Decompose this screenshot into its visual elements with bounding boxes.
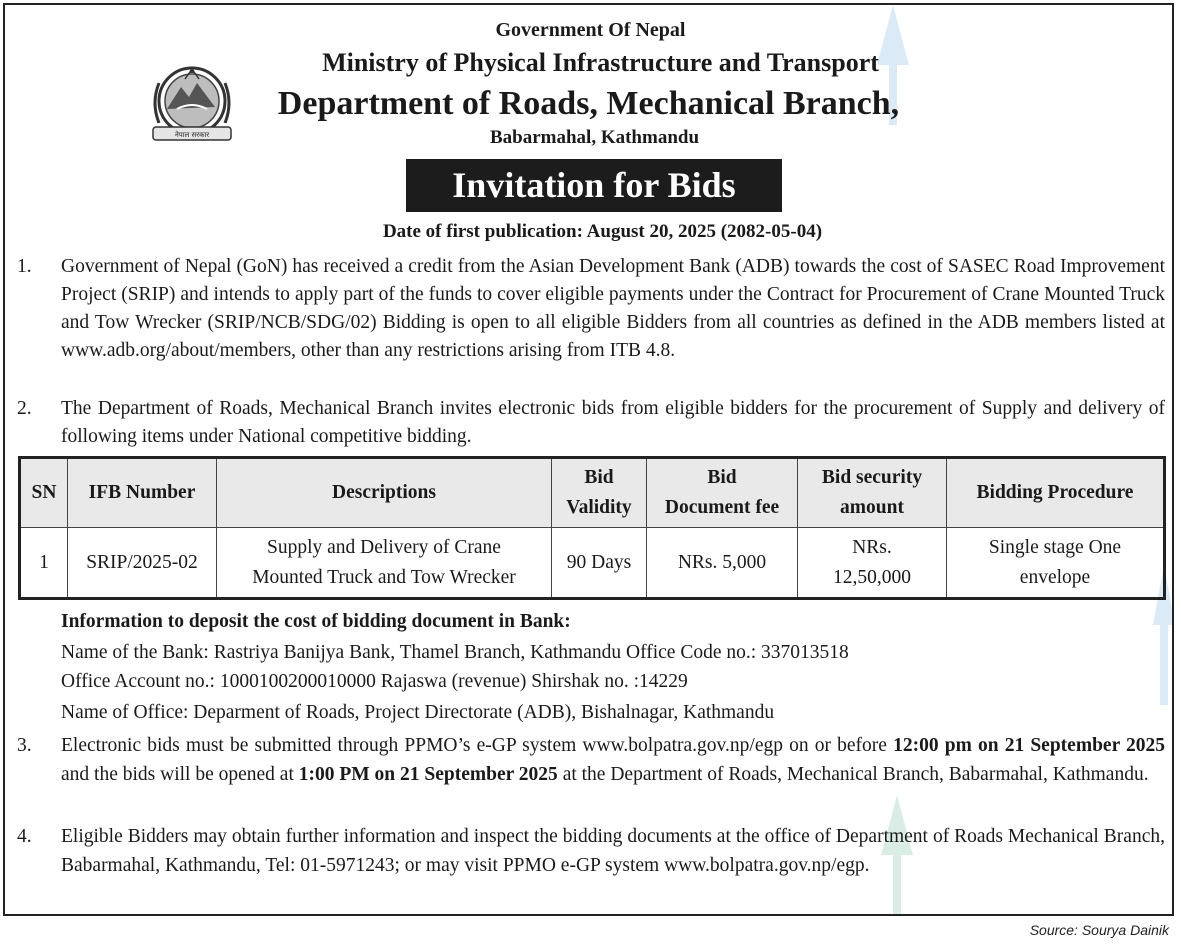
- notice-frame: [3, 3, 1174, 916]
- paragraph-number: 4.: [17, 826, 32, 847]
- cell-line: Single stage One: [988, 536, 1122, 558]
- header-line: Bid security: [821, 467, 923, 488]
- cell-security: [798, 528, 947, 599]
- paragraph-text: Government of Nepal (GoN) has received a credit from the Asian Development Bank (ADB) towards the cost of SASEC Road Improvement Project (SRIP) and intends to apply part of the funds to cover eligible payments under the Contract for Procurement of Crane Mounted Truck and Tow Wrecker (SRIP/NCB/SDG/02) Bidding is open to all eligible Bidders from all countries as defined in the ADB members listed at www.adb.org/about/members, other than any restrictions arising from ITB 4.8.: [61, 256, 1165, 361]
- table-header-row: [20, 458, 1165, 528]
- invitation-banner: Invitation for Bids: [406, 159, 782, 212]
- cell-description: [217, 528, 552, 599]
- header-line: Bid: [584, 467, 614, 488]
- header-line: Document fee: [664, 497, 780, 518]
- svg-text:नेपाल सरकार: नेपाल सरकार: [174, 131, 210, 139]
- cell-validity: 90 Days: [552, 528, 647, 599]
- header-ifb-number: IFB Number: [68, 458, 217, 528]
- paragraph-text: [61, 731, 1165, 789]
- paragraph-number: 2.: [17, 398, 32, 419]
- cell-procedure: [947, 528, 1165, 599]
- paragraph-number: 3.: [17, 735, 32, 756]
- paragraph-text: Eligible Bidders may obtain further information and inspect the bidding documents at the office of Department of Roads Mechanical Branch, Babarmahal, Kathmandu, Tel: 01-5971243; or may visit PPMO e-GP system www.bolpatra.gov.np/egp.: [61, 826, 1165, 876]
- header-line: amount: [840, 497, 904, 518]
- paragraph-2: [15, 395, 1165, 451]
- table-row: [20, 528, 1165, 599]
- header-line: Bid: [707, 467, 737, 488]
- header-sn: SN: [20, 458, 68, 528]
- cell-line: 12,50,000: [833, 566, 911, 588]
- paragraph-3: [15, 731, 1165, 789]
- deadline-text: 12:00 pm on 21 September 2025: [893, 735, 1166, 756]
- office-name: Name of Office: Deparment of Roads, Project Directorate (ADB), Bishalnagar, Kathmandu: [61, 702, 775, 723]
- cell-line: envelope: [1019, 566, 1091, 588]
- header-bid-security: [798, 458, 947, 528]
- header-bid-validity: [552, 458, 647, 528]
- cell-ifb-number: SRIP/2025-02: [68, 528, 217, 599]
- paragraph-number: 1.: [17, 256, 32, 277]
- publication-date: Date of first publication: August 20, 2025 (2082-05-04): [382, 221, 823, 242]
- opening-time-text: 1:00 PM on 21 September 2025: [298, 764, 558, 785]
- government-heading: Government Of Nepal: [495, 19, 686, 41]
- text-run: Electronic bids must be submitted through PPMO’s e-GP system www.bolpatra.gov.np/egp on or before: [61, 735, 894, 756]
- paragraph-4: [15, 822, 1165, 880]
- location-heading: Babarmahal, Kathmandu: [489, 127, 700, 148]
- cell-document-fee: NRs. 5,000: [647, 528, 798, 599]
- header-line: Validity: [566, 497, 632, 518]
- header-descriptions: Descriptions: [217, 458, 552, 528]
- bank-account: Office Account no.: 1000100200010000 Rajaswa (revenue) Shirshak no. :14229: [61, 671, 688, 692]
- bid-table: [18, 456, 1166, 600]
- cell-line: Mounted Truck and Tow Wrecker: [252, 566, 516, 588]
- department-heading: Department of Roads, Mechanical Branch,: [277, 85, 900, 122]
- text-run: and the bids will be opened at: [61, 764, 299, 785]
- header-bidding-procedure: Bidding Procedure: [947, 458, 1165, 528]
- paragraph-1: [15, 253, 1165, 365]
- source-credit: Source: Sourya Dainik: [1029, 922, 1169, 938]
- cell-sn: 1: [20, 528, 68, 599]
- header-bid-document-fee: [647, 458, 798, 528]
- bank-info-title: Information to deposit the cost of bidding document in Bank:: [61, 611, 571, 632]
- ministry-heading: Ministry of Physical Infrastructure and Transport: [322, 48, 879, 77]
- paragraph-text: The Department of Roads, Mechanical Branch invites electronic bids from eligible bidders for the procurement of Supply and delivery of following items under National competitive bidding.: [61, 398, 1165, 447]
- bank-name: Name of the Bank: Rastriya Banijya Bank, Thamel Branch, Kathmandu Office Code no.: 337013518: [61, 642, 849, 663]
- text-run: at the Department of Roads, Mechanical Branch, Babarmahal, Kathmandu.: [557, 764, 1149, 785]
- cell-line: Supply and Delivery of Crane: [267, 536, 501, 558]
- cell-line: NRs.: [852, 536, 892, 558]
